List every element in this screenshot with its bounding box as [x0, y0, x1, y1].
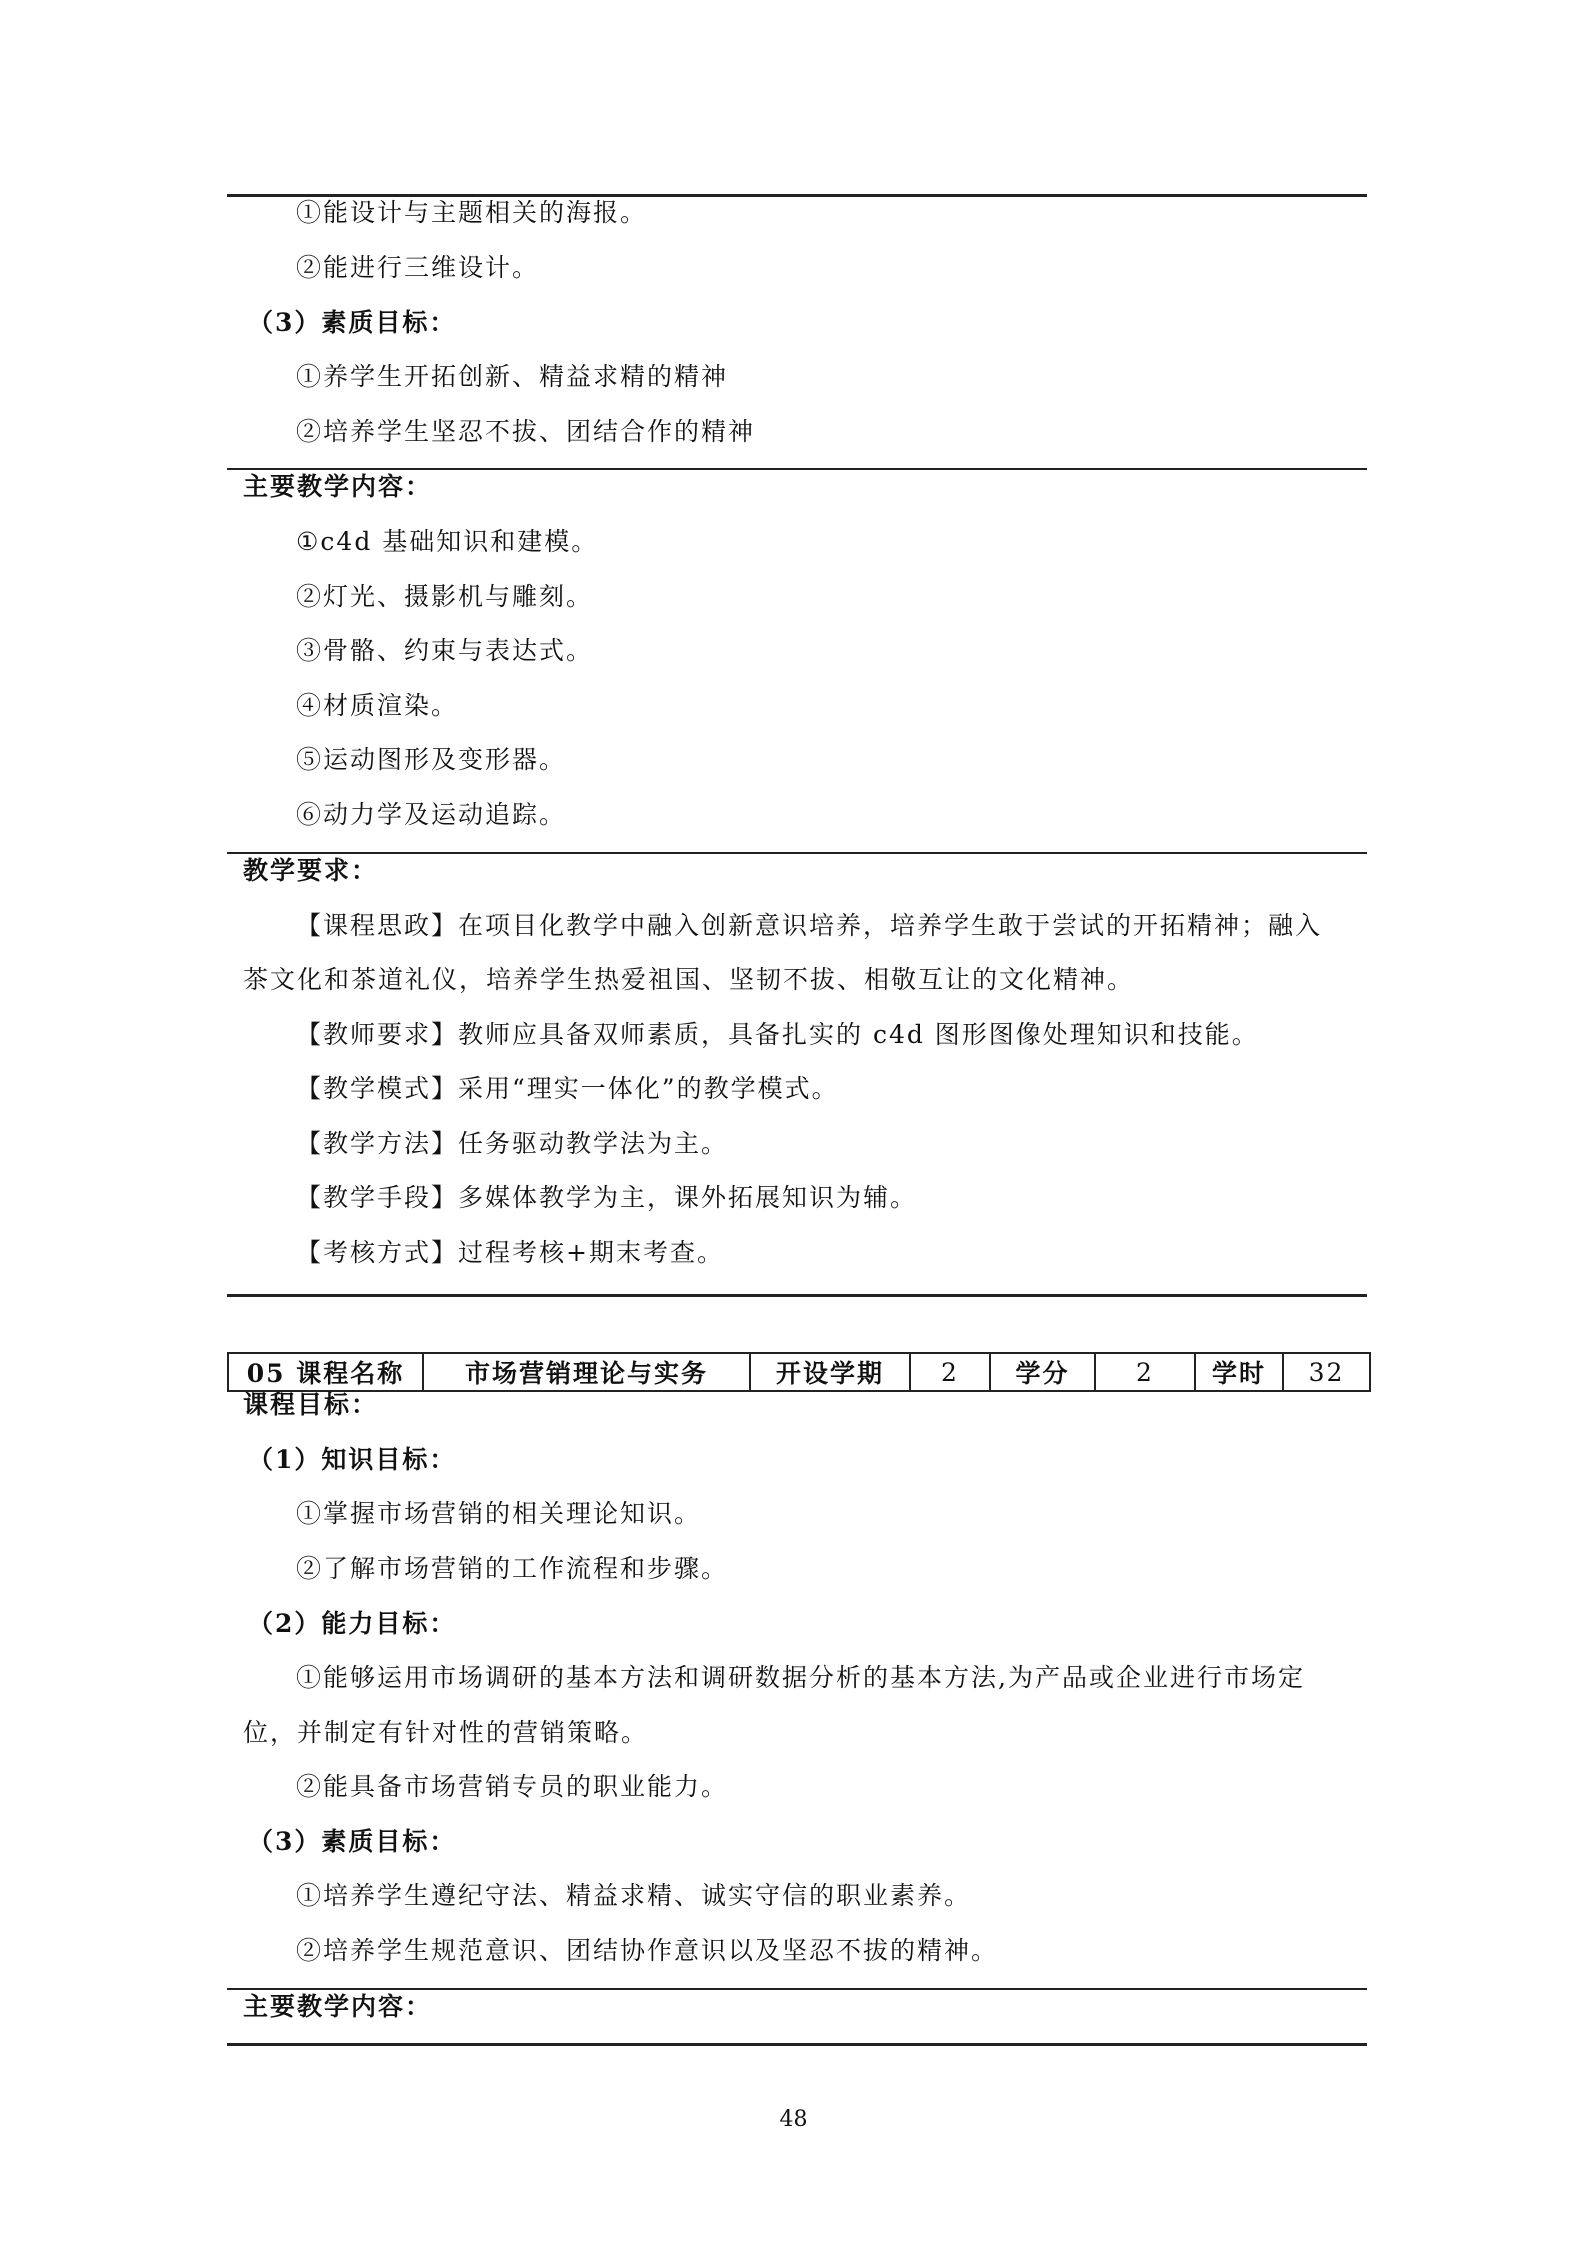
quality-item: ②培养学生坚忍不拔、团结合作的精神: [296, 417, 756, 446]
ability-heading: （2）能力目标：: [248, 1609, 457, 1638]
requirement-item-cont: 茶文化和茶道礼仪，培养学生热爱祖国、坚韧不拔、相敬互让的文化精神。: [243, 965, 1135, 994]
course-number-label: 05 课程名称: [228, 1353, 423, 1391]
credit-label: 学分: [990, 1353, 1095, 1391]
goal-heading: 课程目标：: [243, 1390, 379, 1419]
ability-item: ②能进行三维设计。: [296, 253, 540, 282]
quality-heading: （3）素质目标：: [248, 1827, 457, 1856]
ability-item: ①能够运用市场调研的基本方法和调研数据分析的基本方法,为产品或企业进行市场定: [296, 1663, 1305, 1692]
requirement-item: 【教学模式】采用“理实一体化”的教学模式。: [296, 1074, 839, 1103]
content-heading: 主要教学内容：: [243, 472, 433, 501]
knowledge-item: ①掌握市场营销的相关理论知识。: [296, 1499, 702, 1528]
requirement-item: 【课程思政】在项目化教学中融入创新意识培养，培养学生敢于尝试的开拓精神；融入: [296, 911, 1323, 940]
requirement-item: 【考核方式】过程考核+期末考查。: [296, 1238, 724, 1267]
content-item: ⑤运动图形及变形器。: [296, 745, 567, 774]
requirements-heading: 教学要求：: [243, 856, 379, 885]
content-item: ②灯光、摄影机与雕刻。: [296, 582, 594, 611]
quality-item: ②培养学生规范意识、团结协作意识以及坚忍不拔的精神。: [296, 1936, 999, 1965]
bottom-rule: [227, 2043, 1367, 2046]
section-end-rule: [227, 1294, 1367, 1297]
semester-label: 开设学期: [750, 1353, 910, 1391]
ability-item: ①能设计与主题相关的海报。: [296, 198, 648, 227]
knowledge-item: ②了解市场营销的工作流程和步骤。: [296, 1554, 729, 1583]
quality-item: ①培养学生遵纪守法、精益求精、诚实守信的职业素养。: [296, 1881, 972, 1910]
ability-item: ②能具备市场营销专员的职业能力。: [296, 1772, 729, 1801]
requirement-item: 【教学方法】任务驱动教学法为主。: [296, 1129, 729, 1158]
hours-label: 学时: [1195, 1353, 1283, 1391]
content-heading: 主要教学内容：: [243, 1992, 433, 2021]
course-header-table: [227, 1352, 1371, 1392]
content-item: ③骨骼、约束与表达式。: [296, 636, 594, 665]
requirement-item: 【教师要求】教师应具备双师素质，具备扎实的 c4d 图形图像处理知识和技能。: [296, 1020, 1259, 1049]
quality-item: ①养学生开拓创新、精益求精的精神: [296, 362, 729, 391]
content-item: ④材质渲染。: [296, 691, 459, 720]
hours-value: 32: [1283, 1353, 1370, 1391]
knowledge-heading: （1）知识目标：: [248, 1445, 457, 1474]
credit-value: 2: [1095, 1353, 1195, 1391]
content-item: ①c4d 基础知识和建模。: [296, 527, 599, 556]
section-rule: [227, 852, 1367, 854]
course-name: 市场营销理论与实务: [423, 1353, 750, 1391]
page-number: 48: [779, 2107, 808, 2132]
requirement-item: 【教学手段】多媒体教学为主，课外拓展知识为辅。: [296, 1183, 918, 1212]
quality-heading: （3）素质目标：: [248, 308, 457, 337]
semester-value: 2: [910, 1353, 990, 1391]
ability-item-cont: 位，并制定有针对性的营销策略。: [243, 1718, 649, 1747]
content-item: ⑥动力学及运动追踪。: [296, 800, 567, 829]
